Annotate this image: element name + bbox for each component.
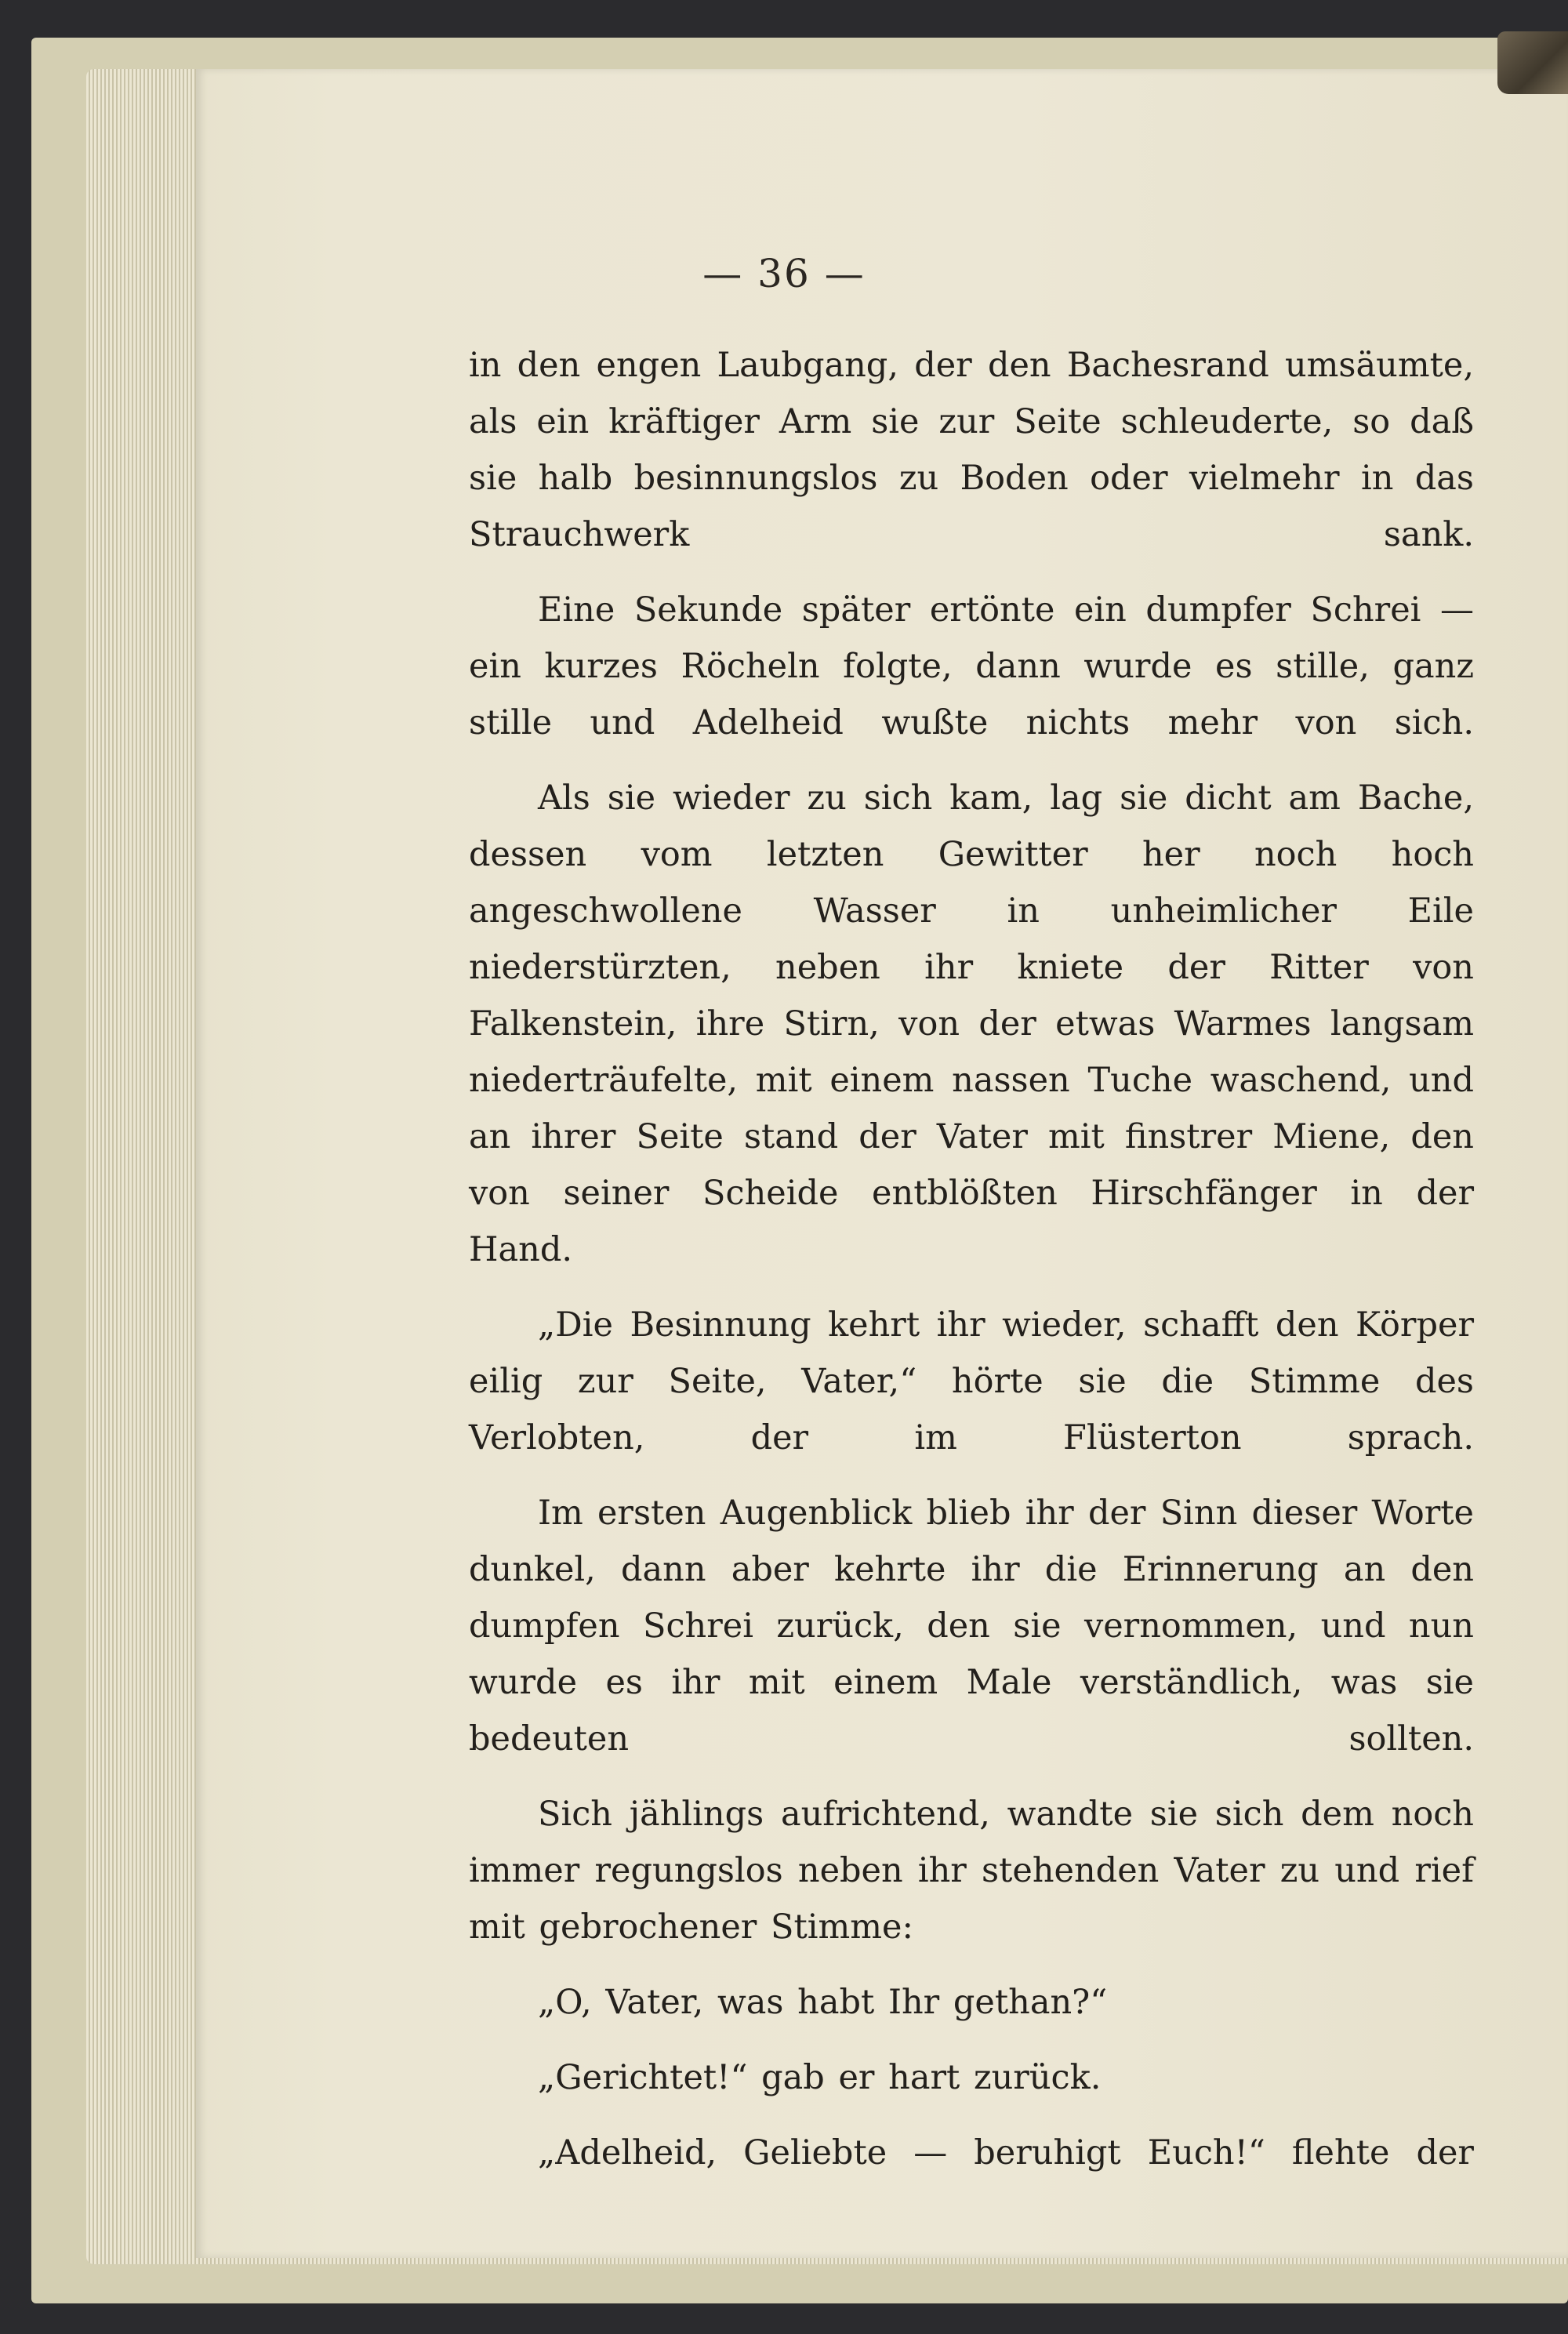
paragraph-1: in den engen Laubgang, der den Bachesrand umsäumte, als ein kräftiger Arm sie zur Seite schleuderte, so daß sie halb besinnungslos zu Boden oder vielmehr in das Strauchwerk sank. bbox=[469, 346, 1474, 554]
paragraph-3: Als sie wieder zu sich kam, lag sie dicht am Bache, dessen vom letzten Gewitter her noch hoch angeschwollene Wasser in unheimlicher Eile niederstürzten, neben ihr kniete der Ritter von Falkenstein, ihre Stirn, von der etwas Warmes langsam niederträufelte, mit einem nassen Tuche waschend, und an ihrer Seite stand der Vater mit finstrer Miene, den von seiner Scheide entblößten Hirschfänger in der Hand. bbox=[469, 779, 1474, 1269]
paragraph-6: Sich jählings aufrichtend, wandte sie sich dem noch immer regungslos neben ihr stehenden Vater zu und rief mit gebrochener Stimme: bbox=[469, 1795, 1474, 1947]
paragraph-8: „Gerichtet!“ gab er hart zurück. bbox=[538, 2058, 1102, 2097]
page-number: — 36 — bbox=[702, 251, 866, 296]
page-text bbox=[469, 337, 1474, 2200]
book-clasp bbox=[1497, 31, 1568, 94]
paragraph-7: „O, Vater, was habt Ihr gethan?“ bbox=[538, 1983, 1108, 2022]
paragraph-4: „Die Besinnung kehrt ihr wieder, schafft den Körper eilig zur Seite, Vater,“ hörte sie die Stimme des Verlobten, der im Flüsterton sprach. bbox=[469, 1305, 1474, 1457]
paragraph-9: „Adelheid, Geliebte — beruhigt Euch!“ flehte der bbox=[538, 2133, 1474, 2172]
paragraph-2: Eine Sekunde später ertönte ein dumpfer Schrei — ein kurzes Röcheln folgte, dann wurde es stille, ganz stille und Adelheid wußte nichts mehr von sich. bbox=[469, 590, 1474, 742]
paragraph-5: Im ersten Augenblick blieb ihr der Sinn dieser Worte dunkel, dann aber kehrte ihr die Erinnerung an den dumpfen Schrei zurück, den sie vernommen, und nun wurde es ihr mit einem Male verständlich, was sie bedeuten sollten. bbox=[469, 1494, 1474, 1759]
